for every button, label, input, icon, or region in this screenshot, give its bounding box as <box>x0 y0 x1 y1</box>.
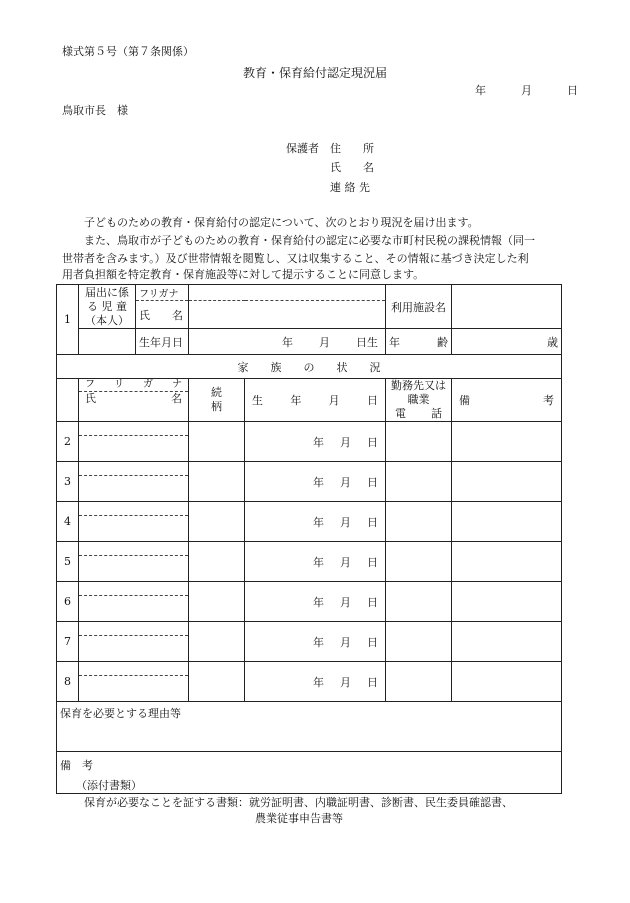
family-relation-field[interactable] <box>189 662 245 702</box>
birth-label: 生年月日 <box>136 329 189 355</box>
child-section-label: 届出に係 る 児 童 （本人） <box>79 285 136 329</box>
page-title: 教育・保育給付認定現況届 <box>242 66 387 80</box>
guardian-contact-label: 連 絡 先 <box>330 181 370 194</box>
note-header: 備 考 <box>452 379 562 422</box>
family-work-field[interactable] <box>386 662 452 702</box>
work-phone-header: 勤務先又は職業 電 話 <box>386 379 452 422</box>
guardian-label: 保護者 <box>286 142 319 155</box>
family-relation-field[interactable] <box>189 422 245 462</box>
reason-field[interactable] <box>57 702 562 752</box>
family-row-number: 8 <box>57 662 79 702</box>
family-row <box>57 622 562 662</box>
birth-field[interactable]: 年 月 日生 <box>189 329 386 355</box>
child-section-spacer <box>79 329 136 355</box>
family-heading-row <box>57 355 562 379</box>
family-row-number: 6 <box>57 582 79 622</box>
reason-row <box>57 702 562 752</box>
family-row <box>57 422 562 462</box>
family-work-field[interactable] <box>386 582 452 622</box>
facility-field[interactable] <box>452 285 562 329</box>
family-birth-field[interactable]: 年 月 日 <box>245 422 386 462</box>
family-work-field[interactable] <box>386 422 452 462</box>
family-birth-field[interactable]: 年 月 日 <box>245 462 386 502</box>
family-note-field[interactable] <box>452 582 562 622</box>
addressee: 鳥取市長 様 <box>62 104 128 117</box>
guardian-address-label: 住 所 <box>330 142 374 155</box>
family-name-field[interactable] <box>79 542 189 582</box>
relation-header: 続 柄 <box>189 379 245 422</box>
family-row <box>57 662 562 702</box>
family-row <box>57 582 562 622</box>
family-row-number: 4 <box>57 502 79 542</box>
child-name-label: 氏 名 <box>136 301 189 329</box>
family-work-field[interactable] <box>386 502 452 542</box>
family-row-number: 7 <box>57 622 79 662</box>
day-unit: 日 <box>567 84 578 97</box>
child-furigana-label: フリガナ <box>136 285 189 301</box>
guardian-name-label: 氏 名 <box>330 161 374 174</box>
family-work-field[interactable] <box>386 542 452 582</box>
remarks-label: 備 考 <box>60 759 93 772</box>
child-row-number: 1 <box>57 285 79 355</box>
family-note-field[interactable] <box>452 662 562 702</box>
family-relation-field[interactable] <box>189 622 245 662</box>
family-name-field[interactable] <box>79 622 189 662</box>
family-note-field[interactable] <box>452 542 562 582</box>
family-header-row <box>57 379 562 422</box>
family-relation-field[interactable] <box>189 502 245 542</box>
family-name-header: フ リ ガ ナ 氏 名 <box>79 379 189 422</box>
age-label: 年 齢 <box>386 329 452 355</box>
attachments-heading: （添付書類） <box>76 779 142 792</box>
facility-label: 利用施設名 <box>386 285 452 329</box>
family-note-field[interactable] <box>452 622 562 662</box>
age-field[interactable]: 歳 <box>452 329 562 355</box>
family-name-field[interactable] <box>79 582 189 622</box>
application-table <box>56 284 562 794</box>
attachments-line-1: 保育が必要なことを証する書類：就労証明書、内職証明書、診断書、民生委員確認書、 <box>84 796 513 809</box>
family-row <box>57 542 562 582</box>
family-row <box>57 502 562 542</box>
family-name-field[interactable] <box>79 502 189 542</box>
intro-line-1: 子どものための教育・保育給付の認定について、次のとおり現況を届け出ます。 <box>84 216 479 229</box>
family-relation-field[interactable] <box>189 462 245 502</box>
family-birth-field[interactable]: 年 月 日 <box>245 662 386 702</box>
family-work-field[interactable] <box>386 622 452 662</box>
child-furigana-row <box>57 285 562 301</box>
family-relation-field[interactable] <box>189 582 245 622</box>
date-line <box>475 84 578 97</box>
intro-line-2: また、鳥取市が子どものための教育・保育給付の認定に必要な市町村民税の課税情報（同一 <box>84 234 535 247</box>
family-number-header <box>57 379 79 422</box>
intro-line-3: 世帯者を含みます。）及び世帯情報を閲覧し、又は収集すること、その情報に基づき決定した利 <box>62 252 529 265</box>
child-name-field[interactable] <box>189 301 386 329</box>
family-name-field[interactable] <box>79 462 189 502</box>
family-note-field[interactable] <box>452 462 562 502</box>
family-row-number: 2 <box>57 422 79 462</box>
month-unit: 月 <box>521 84 532 97</box>
family-relation-field[interactable] <box>189 542 245 582</box>
family-birth-field[interactable]: 年 月 日 <box>245 542 386 582</box>
intro-line-4: 用者負担額を特定教育・保育施設等に対して提示することに同意します。 <box>62 268 425 281</box>
family-note-field[interactable] <box>452 502 562 542</box>
child-birth-row <box>57 329 562 355</box>
year-unit: 年 <box>475 84 486 97</box>
child-furigana-field[interactable] <box>189 285 386 301</box>
form-number: 様式第５号（第７条関係） <box>62 45 194 58</box>
family-birth-field[interactable]: 年 月 日 <box>245 502 386 542</box>
family-note-field[interactable] <box>452 422 562 462</box>
family-birth-field[interactable]: 年 月 日 <box>245 622 386 662</box>
family-birth-field[interactable]: 年 月 日 <box>245 582 386 622</box>
family-row-number: 5 <box>57 542 79 582</box>
family-row-number: 3 <box>57 462 79 502</box>
attachments-line-2: 農業従事申告書等 <box>255 812 343 825</box>
family-row <box>57 462 562 502</box>
family-work-field[interactable] <box>386 462 452 502</box>
family-heading: 家 族 の 状 況 <box>57 355 562 379</box>
reason-label: 保育を必要とする理由等 <box>60 707 181 720</box>
birth-header: 生 年 月 日 <box>245 379 386 422</box>
family-name-field[interactable] <box>79 422 189 462</box>
family-name-field[interactable] <box>79 662 189 702</box>
